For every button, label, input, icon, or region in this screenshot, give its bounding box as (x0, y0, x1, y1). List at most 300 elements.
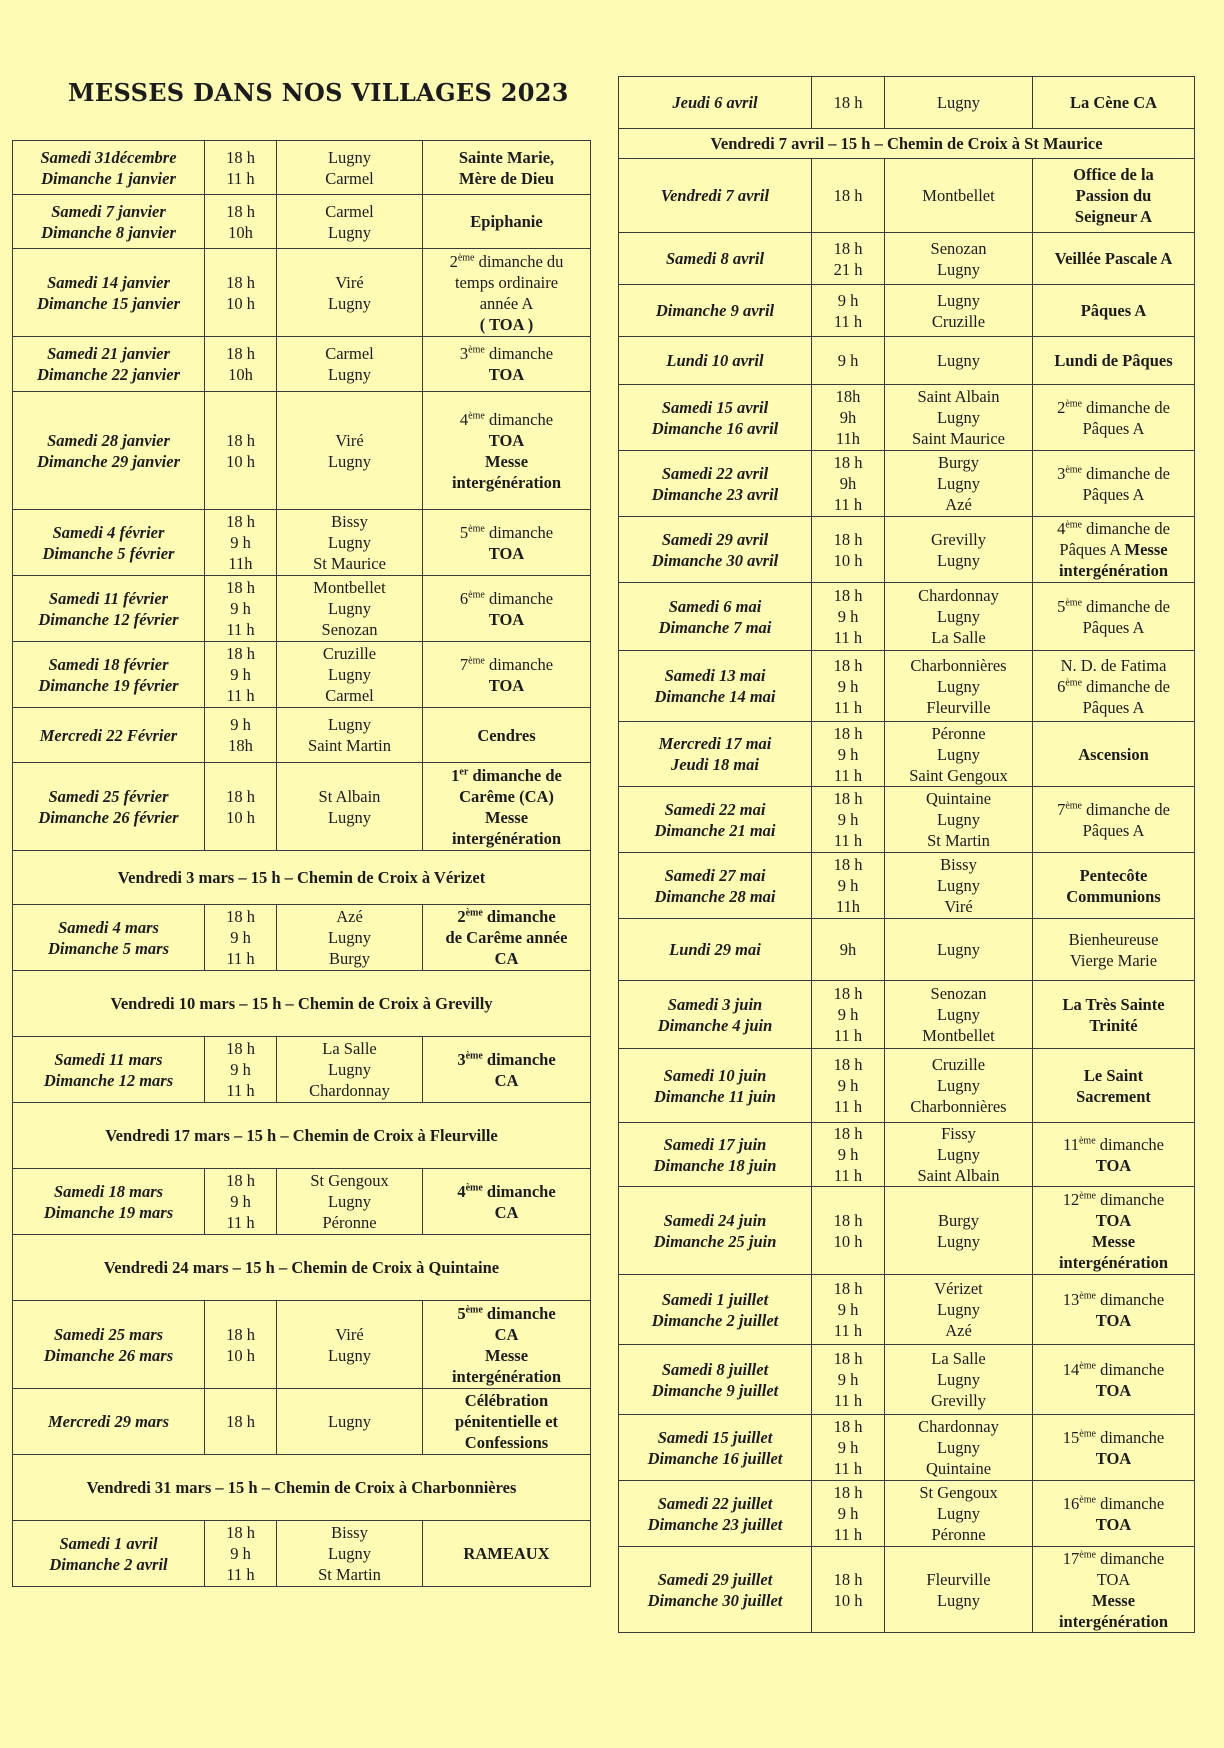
place-cell (277, 249, 423, 337)
celebration-text: dimanche (1100, 1189, 1165, 1209)
time-cell (812, 1481, 885, 1547)
celebration-cell (1033, 517, 1195, 583)
date-line: Samedi 8 juillet (661, 1359, 769, 1379)
place-line: Quintaine (925, 1459, 992, 1478)
celebration-text: Pâques A (1082, 697, 1145, 717)
celebration-text: Cendres (477, 725, 536, 745)
time-line: 9 h (837, 810, 859, 829)
celebration-line (1059, 1612, 1168, 1631)
date-line: Dimanche 23 juillet (647, 1514, 783, 1534)
ordinal-suffix: ème (465, 907, 483, 919)
place-line: Lugny (936, 1005, 981, 1024)
celebration-line (1063, 1135, 1164, 1154)
ordinal-number: 2 (1057, 397, 1066, 417)
date-line: Dimanche 28 mai (654, 886, 776, 906)
celebration-line (480, 294, 534, 313)
date-line: Samedi 22 avril (661, 463, 769, 483)
time-line: 18 h (226, 272, 255, 292)
celebration-text: dimanche (1100, 1289, 1165, 1309)
time-line: 18 h (833, 1569, 863, 1589)
date-line: Samedi 24 juin (663, 1210, 767, 1230)
time-line: 18 h (226, 147, 255, 167)
celebration-text: ( TOA ) (479, 314, 534, 334)
date-line: Mercredi 29 mars (48, 1412, 169, 1431)
place-line: Chardonnay (918, 586, 999, 605)
celebration-line (1073, 165, 1154, 184)
celebration-text: Passion du (1075, 186, 1152, 205)
date-line: Dimanche 1 janvier (41, 168, 176, 188)
time-cell (205, 141, 277, 195)
celebration-line (460, 589, 553, 608)
mass-row (619, 787, 1195, 853)
ordinal-number: 3 (1057, 463, 1066, 483)
time-line: 9 h (837, 744, 859, 764)
place-cell (277, 1169, 423, 1235)
date-line: Samedi 28 janvier (47, 430, 170, 450)
celebration-line (1063, 1549, 1164, 1568)
date-cell (13, 1169, 205, 1235)
mass-row (13, 576, 591, 642)
place-cell (885, 1415, 1033, 1481)
time-cell (205, 249, 277, 337)
mass-row (619, 919, 1195, 981)
time-line: 11 h (833, 1026, 863, 1045)
date-line: Dimanche 2 juillet (651, 1310, 779, 1330)
celebration-cell (423, 642, 591, 708)
time-line: 9 h (230, 533, 251, 552)
date-cell (619, 451, 812, 517)
mass-row (619, 1415, 1195, 1481)
celebration-line (1084, 1066, 1143, 1085)
time-cell (205, 195, 277, 249)
celebration-text: Pâques A (1082, 418, 1145, 438)
place-line: Lugny (327, 599, 372, 618)
date-cell (13, 905, 205, 971)
time-line: 18 h (226, 512, 255, 531)
mass-row (619, 853, 1195, 919)
date-line: Dimanche 4 juin (657, 1015, 773, 1035)
time-line: 18 h (226, 644, 255, 663)
time-cell (205, 1169, 277, 1235)
place-line: Lugny (936, 1145, 981, 1164)
celebration-line (460, 523, 553, 542)
date-cell (619, 1275, 812, 1345)
way-of-cross-banner: Vendredi 17 mars – 15 h – Chemin de Croix à Fleurville (13, 1103, 591, 1169)
celebration-line (1059, 540, 1167, 559)
time-cell (812, 517, 885, 583)
celebration-text: Messe (484, 807, 529, 827)
celebration-text-bold: Messe (1124, 540, 1168, 559)
time-line: 9 h (837, 1005, 859, 1024)
place-line: Saint Martin (308, 736, 391, 755)
celebration-line (489, 431, 524, 450)
date-line: Dimanche 23 avril (651, 484, 779, 504)
mass-row (619, 1481, 1195, 1547)
celebration-line (452, 473, 561, 492)
celebration-text: Sainte Marie, (458, 147, 555, 167)
celebration-line (485, 1346, 528, 1365)
time-cell (812, 651, 885, 722)
place-line: St Maurice (313, 554, 386, 573)
celebration-line (1066, 887, 1160, 906)
time-line: 18 h (226, 1171, 255, 1190)
celebration-cell (1033, 337, 1195, 385)
celebration-text: Ascension (1078, 744, 1149, 764)
date-cell (13, 1301, 205, 1389)
celebration-line (495, 1071, 519, 1090)
celebration-line (1096, 1311, 1131, 1330)
place-cell (885, 787, 1033, 853)
celebration-cell (423, 1037, 591, 1103)
celebration-line (1070, 951, 1157, 970)
place-cell (277, 337, 423, 392)
ordinal-number: 2 (449, 251, 458, 271)
date-line: Dimanche 12 mars (43, 1070, 174, 1090)
banner-row (13, 971, 591, 1037)
time-line: 10 h (833, 550, 863, 570)
ordinal-suffix: ème (1079, 1549, 1096, 1560)
ordinal-number: 5 (457, 1303, 466, 1323)
place-line: Senozan (321, 620, 378, 639)
time-line: 11 h (226, 168, 255, 188)
celebration-line (1083, 419, 1145, 438)
place-line: La Salle (931, 628, 986, 647)
celebration-text: année A (479, 293, 534, 313)
time-cell (812, 1345, 885, 1415)
time-cell (812, 159, 885, 233)
banner-row (13, 1235, 591, 1301)
place-cell (885, 583, 1033, 651)
time-cell (205, 337, 277, 392)
page-title: MESSES DANS NOS VILLAGES 2023 (68, 78, 569, 107)
time-line: 11 h (226, 1213, 255, 1232)
date-line: Dimanche 9 juillet (651, 1380, 779, 1400)
place-line: Lugny (936, 1076, 981, 1095)
ordinal-suffix: ème (468, 523, 485, 534)
celebration-text: Vierge Marie (1069, 950, 1158, 970)
time-line: 9 h (837, 607, 859, 626)
time-cell (812, 1049, 885, 1123)
place-cell (885, 337, 1033, 385)
celebration-line (1076, 1087, 1151, 1106)
date-cell (619, 385, 812, 451)
celebration-cell (423, 1301, 591, 1389)
place-cell (277, 905, 423, 971)
celebration-cell (1033, 1345, 1195, 1415)
place-line: Carmel (325, 686, 374, 705)
place-line: Lugny (936, 1300, 981, 1319)
celebration-line (1063, 1190, 1164, 1209)
date-line: Dimanche 30 avril (651, 550, 779, 570)
celebration-cell (1033, 285, 1195, 337)
time-line: 18 h (833, 1483, 863, 1502)
time-line: 21 h (833, 259, 863, 279)
date-line: Jeudi 6 avril (672, 93, 758, 112)
celebration-line (459, 148, 554, 167)
place-line: Lugny (936, 259, 981, 279)
celebration-text: TOA (488, 609, 525, 629)
celebration-text: dimanche de (472, 765, 562, 785)
celebration-cell (1033, 1049, 1195, 1123)
ordinal-number: 6 (459, 588, 469, 608)
celebration-cell (1033, 1481, 1195, 1547)
mass-row (619, 1123, 1195, 1187)
celebration-line (1089, 1016, 1137, 1035)
celebration-text: Seigneur A (1074, 207, 1153, 226)
schedule-table-left (12, 140, 591, 1587)
place-line: Lugny (936, 1231, 981, 1251)
place-line: Viré (335, 430, 364, 450)
place-cell (885, 981, 1033, 1049)
mass-row (619, 159, 1195, 233)
place-cell (885, 1187, 1033, 1275)
celebration-cell (423, 392, 591, 510)
place-cell (277, 763, 423, 851)
time-line: 11 h (833, 1391, 863, 1410)
date-line: Vendredi 7 avril (660, 186, 770, 205)
date-line: Samedi 17 juin (663, 1134, 767, 1154)
ordinal-suffix: ème (1078, 1135, 1096, 1146)
celebration-line (1081, 301, 1147, 320)
place-line: Viré (335, 1324, 364, 1344)
banner-row (619, 129, 1195, 159)
time-cell (205, 708, 277, 763)
celebration-line (495, 1325, 519, 1344)
place-line: Saint Maurice (911, 429, 1005, 448)
time-line: 9 h (837, 1145, 859, 1164)
celebration-line (1092, 1232, 1135, 1251)
date-line: Samedi 13 mai (664, 666, 766, 685)
celebration-cell (423, 708, 591, 763)
ordinal-suffix: ème (1065, 597, 1082, 608)
time-cell (812, 1187, 885, 1275)
celebration-cell (1033, 651, 1195, 722)
celebration-text: dimanche de (1086, 596, 1170, 616)
celebration-line (1063, 1494, 1164, 1513)
time-line: 10 h (226, 1345, 255, 1365)
ordinal-suffix: ème (1079, 1190, 1096, 1201)
celebration-text: dimanche (488, 344, 554, 363)
celebration-cell (1033, 233, 1195, 285)
time-line: 11 h (833, 1166, 863, 1185)
celebration-line (460, 344, 553, 363)
ordinal-number: 5 (1057, 596, 1066, 616)
time-line: 9 h (230, 928, 251, 947)
ordinal-number: 12 (1062, 1189, 1080, 1209)
celebration-line (495, 1203, 519, 1222)
celebration-line (465, 1391, 548, 1410)
date-cell (619, 722, 812, 787)
place-line: St Martin (927, 831, 990, 850)
celebration-text: Le Saint (1083, 1065, 1144, 1085)
ordinal-number: 11 (1063, 1134, 1079, 1154)
celebration-text: Communions (1066, 886, 1161, 906)
time-line: 18 h (833, 1279, 863, 1298)
ordinal-suffix: ème (1079, 1494, 1096, 1505)
celebration-cell (423, 1169, 591, 1235)
place-cell (885, 722, 1033, 787)
celebration-line (1057, 597, 1170, 616)
celebration-line (455, 273, 558, 292)
celebration-cell (423, 576, 591, 642)
time-line: 9 h (837, 290, 859, 310)
place-cell (277, 642, 423, 708)
time-line: 10 h (226, 293, 255, 313)
date-line: Dimanche 7 mai (658, 617, 772, 637)
celebration-text: intergénération (451, 472, 562, 492)
date-line: Dimanche 9 avril (655, 301, 775, 320)
way-of-cross-banner: Vendredi 7 avril – 15 h – Chemin de Croix à St Maurice (619, 129, 1195, 159)
place-cell (277, 510, 423, 576)
celebration-text: CA (494, 1202, 519, 1222)
time-line: 11 h (226, 620, 255, 639)
time-line: 18 h (833, 655, 863, 675)
place-line: Carmel (325, 168, 374, 188)
place-cell (885, 1275, 1033, 1345)
place-line: Vérizet (934, 1279, 983, 1298)
celebration-line (1070, 93, 1157, 112)
place-line: Lugny (327, 365, 372, 384)
time-line: 11 h (833, 1525, 863, 1544)
mass-row (13, 1169, 591, 1235)
date-line: Dimanche 5 mars (47, 938, 169, 958)
date-line: Samedi 1 juillet (661, 1289, 769, 1309)
place-cell (885, 451, 1033, 517)
time-line: 18 h (833, 1417, 863, 1436)
place-line: Lugny (936, 290, 981, 310)
ordinal-number: 7 (1057, 799, 1066, 819)
place-line: Lugny (327, 1544, 372, 1563)
date-line: Samedi 18 février (48, 654, 169, 674)
date-line: Samedi 11 février (48, 588, 169, 608)
celebration-text: Trinité (1089, 1015, 1138, 1035)
place-line: Lugny (327, 665, 372, 684)
celebration-line (1054, 351, 1172, 370)
banner-row (13, 1455, 591, 1521)
place-cell (885, 1049, 1033, 1123)
celebration-cell (423, 510, 591, 576)
celebration-cell (1033, 853, 1195, 919)
date-cell (13, 510, 205, 576)
date-cell (13, 141, 205, 195)
date-cell (13, 249, 205, 337)
celebration-line (1080, 866, 1148, 885)
celebration-cell (1033, 981, 1195, 1049)
time-line: 18 h (833, 855, 863, 874)
celebration-text: dimanche (1100, 1427, 1165, 1447)
time-line: 18 h (833, 789, 863, 808)
celebration-text: dimanche (486, 1303, 556, 1323)
time-line: 9 h (837, 1370, 859, 1389)
celebration-text: dimanche de (1086, 676, 1170, 696)
date-line: Lundi 10 avril (666, 351, 764, 370)
celebration-text: Sacrement (1076, 1086, 1151, 1106)
place-line: Lugny (936, 550, 981, 570)
celebration-text: Pâques A (1082, 820, 1145, 840)
time-line: 18 h (833, 1124, 863, 1143)
celebration-text: TOA (1095, 1514, 1132, 1534)
celebration-line (1059, 561, 1168, 580)
place-line: Burgy (938, 1210, 979, 1230)
place-line: Lugny (327, 293, 372, 313)
celebration-cell (423, 249, 591, 337)
celebration-text: Epiphanie (470, 212, 543, 231)
ordinal-suffix: ème (468, 589, 485, 600)
celebration-line (1083, 485, 1145, 504)
date-line: Dimanche 5 février (42, 543, 175, 563)
celebration-text: N. D. de Fatima (1060, 655, 1167, 675)
way-of-cross-banner: Vendredi 3 mars – 15 h – Chemin de Croix à Vérizet (13, 851, 591, 905)
celebration-line (489, 610, 524, 629)
place-line: Lugny (936, 1438, 981, 1457)
celebration-cell (423, 905, 591, 971)
place-line: St Martin (318, 1565, 381, 1584)
date-line: Dimanche 19 mars (43, 1202, 174, 1222)
celebration-line (460, 655, 553, 674)
time-line: 9 h (837, 351, 859, 370)
mass-row (13, 1037, 591, 1103)
time-line: 10 h (833, 1231, 863, 1251)
date-cell (619, 1187, 812, 1275)
time-line: 18 h (833, 1210, 863, 1230)
celebration-text: dimanche (488, 588, 554, 608)
celebration-text: Pâques A (1080, 301, 1147, 320)
celebration-cell (1033, 1123, 1195, 1187)
date-line: Dimanche 12 février (38, 609, 179, 629)
place-line: Senozan (930, 238, 987, 258)
time-cell (812, 919, 885, 981)
time-cell (812, 451, 885, 517)
place-line: Grevilly (931, 1391, 986, 1410)
date-line: Samedi 3 juin (667, 994, 763, 1014)
celebration-cell (423, 1389, 591, 1455)
celebration-text: intergénération (1058, 1611, 1169, 1631)
celebration-cell (1033, 451, 1195, 517)
time-line: 18 h (833, 723, 863, 743)
place-line: Lugny (327, 715, 372, 734)
date-cell (619, 787, 812, 853)
celebration-cell (1033, 1415, 1195, 1481)
place-line: Bissy (331, 1523, 368, 1542)
time-line: 9 h (230, 1544, 251, 1563)
ordinal-suffix: ème (1065, 677, 1082, 688)
place-line: Lugny (936, 876, 981, 895)
date-cell (619, 583, 812, 651)
celebration-text: dimanche de (1086, 397, 1170, 417)
celebration-line (1075, 207, 1152, 226)
date-line: Samedi 8 avril (665, 249, 765, 268)
place-line: Saint Albain (917, 1166, 1000, 1185)
place-line: Lugny (327, 1060, 372, 1079)
date-line: Dimanche 26 mars (43, 1345, 174, 1365)
mass-row (619, 285, 1195, 337)
mass-row (13, 195, 591, 249)
time-cell (812, 1123, 885, 1187)
place-line: Lugny (327, 1345, 372, 1365)
celebration-text: TOA (1095, 1155, 1132, 1175)
date-cell (619, 1547, 812, 1633)
celebration-cell (1033, 919, 1195, 981)
place-line: Chardonnay (918, 1417, 999, 1436)
time-line: 11 h (833, 628, 863, 647)
time-line: 18h (228, 736, 253, 755)
celebration-text: Messe (1091, 1590, 1136, 1610)
mass-row (13, 708, 591, 763)
ordinal-suffix: ème (465, 1304, 483, 1315)
time-line: 18 h (833, 186, 863, 205)
celebration-cell (1033, 385, 1195, 451)
celebration-cell (1033, 77, 1195, 129)
